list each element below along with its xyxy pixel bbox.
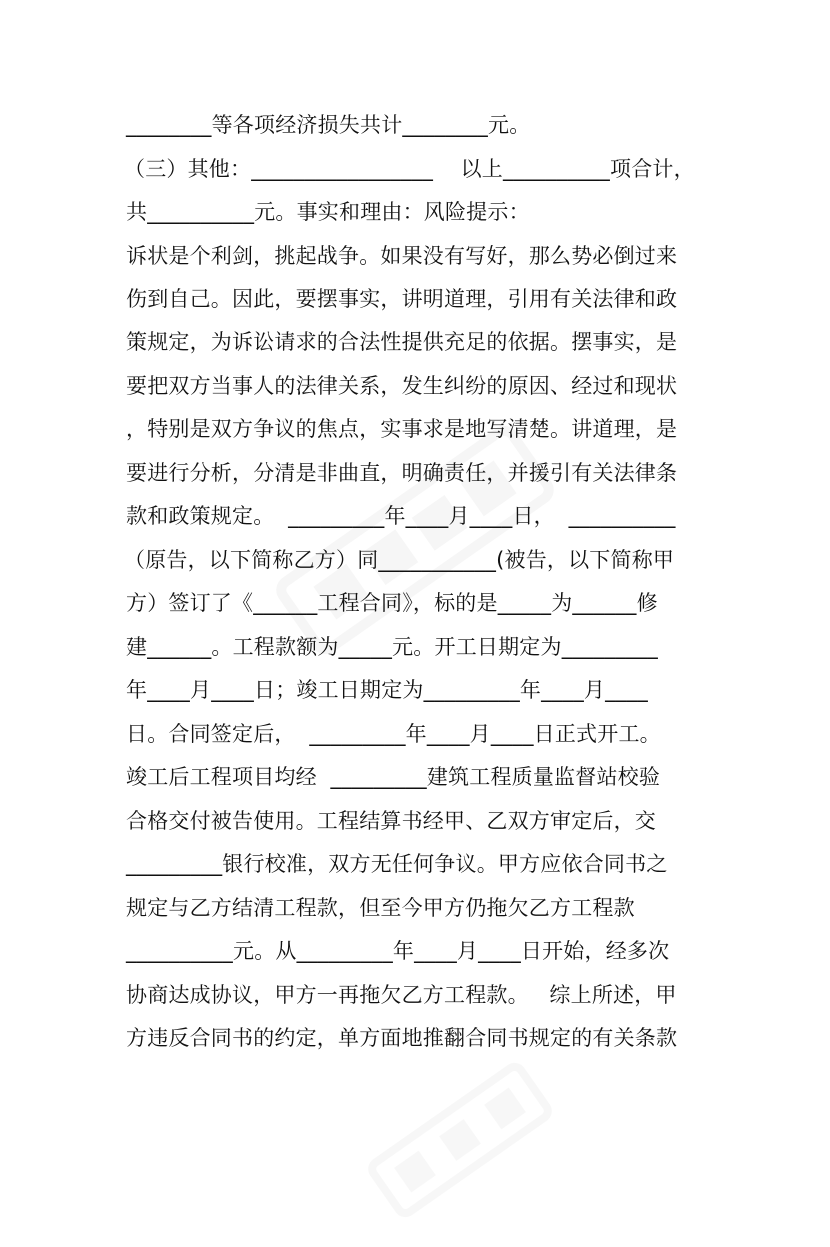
watermark-fragment-icon	[344, 1033, 577, 1246]
text-line-13: 建______。工程款额为_____元。开工日期定为_________	[126, 635, 658, 659]
text-line-5: 伤到自己。因此，要摆事实，讲明道理，引用有关法律和政	[126, 287, 678, 311]
text-line-4: 诉状是个利剑，挑起战争。如果没有写好，那么势必倒过来	[126, 244, 678, 268]
text-line-18: _________银行校准，双方无任何争议。甲方应依合同书之	[126, 852, 668, 876]
text-line-17: 合格交付被告使用。工程结算书经甲、乙双方审定后，交	[126, 809, 656, 833]
text-line-2: （三）其他：_________________ 以上__________项合计，	[124, 157, 695, 181]
text-line-16: 竣工后工程项目均经 _________建筑工程质量监督站校验	[126, 765, 661, 789]
text-line-11: （原告，以下简称乙方）同___________(被告，以下简称甲	[124, 548, 675, 572]
text-line-8: ，特别是双方争议的焦点，实事求是地写清楚。讲道理，是	[126, 417, 678, 441]
text-line-14: 年____月____日；竣工日期定为_________年____月____	[126, 678, 648, 702]
text-line-19: 规定与乙方结清工程款，但至今甲方仍拖欠乙方工程款	[126, 896, 635, 920]
watermark-seal-icon	[164, 289, 665, 790]
text-line-7: 要把双方当事人的法律关系，发生纠纷的原因、经过和现状	[126, 374, 678, 398]
text-line-21: 协商达成协议，甲方一再拖欠乙方工程款。 综上所述，甲	[126, 983, 677, 1007]
text-line-9: 要进行分析，分清是非曲直，明确责任，并援引有关法律条	[126, 461, 678, 485]
text-line-10: 款和政策规定。 _________年____月____日， __________	[126, 504, 676, 528]
text-line-1: ________等各项经济损失共计________元。	[126, 113, 531, 137]
text-line-6: 策规定，为诉讼请求的合法性提供充足的依据。摆事实，是	[126, 330, 678, 354]
text-line-12: 方）签订了《______工程合同》，标的是_____为______修	[126, 591, 658, 615]
text-line-15: 日。合同签定后， _________年____月____日正式开工。	[126, 722, 661, 746]
text-line-3: 共__________元。事实和理由：风险提示：	[126, 200, 530, 224]
text-line-22: 方违反合同书的约定，单方面地推翻合同书规定的有关条款	[126, 1026, 678, 1050]
text-line-20: __________元。从_________年____月____日开始，经多次	[126, 939, 670, 963]
